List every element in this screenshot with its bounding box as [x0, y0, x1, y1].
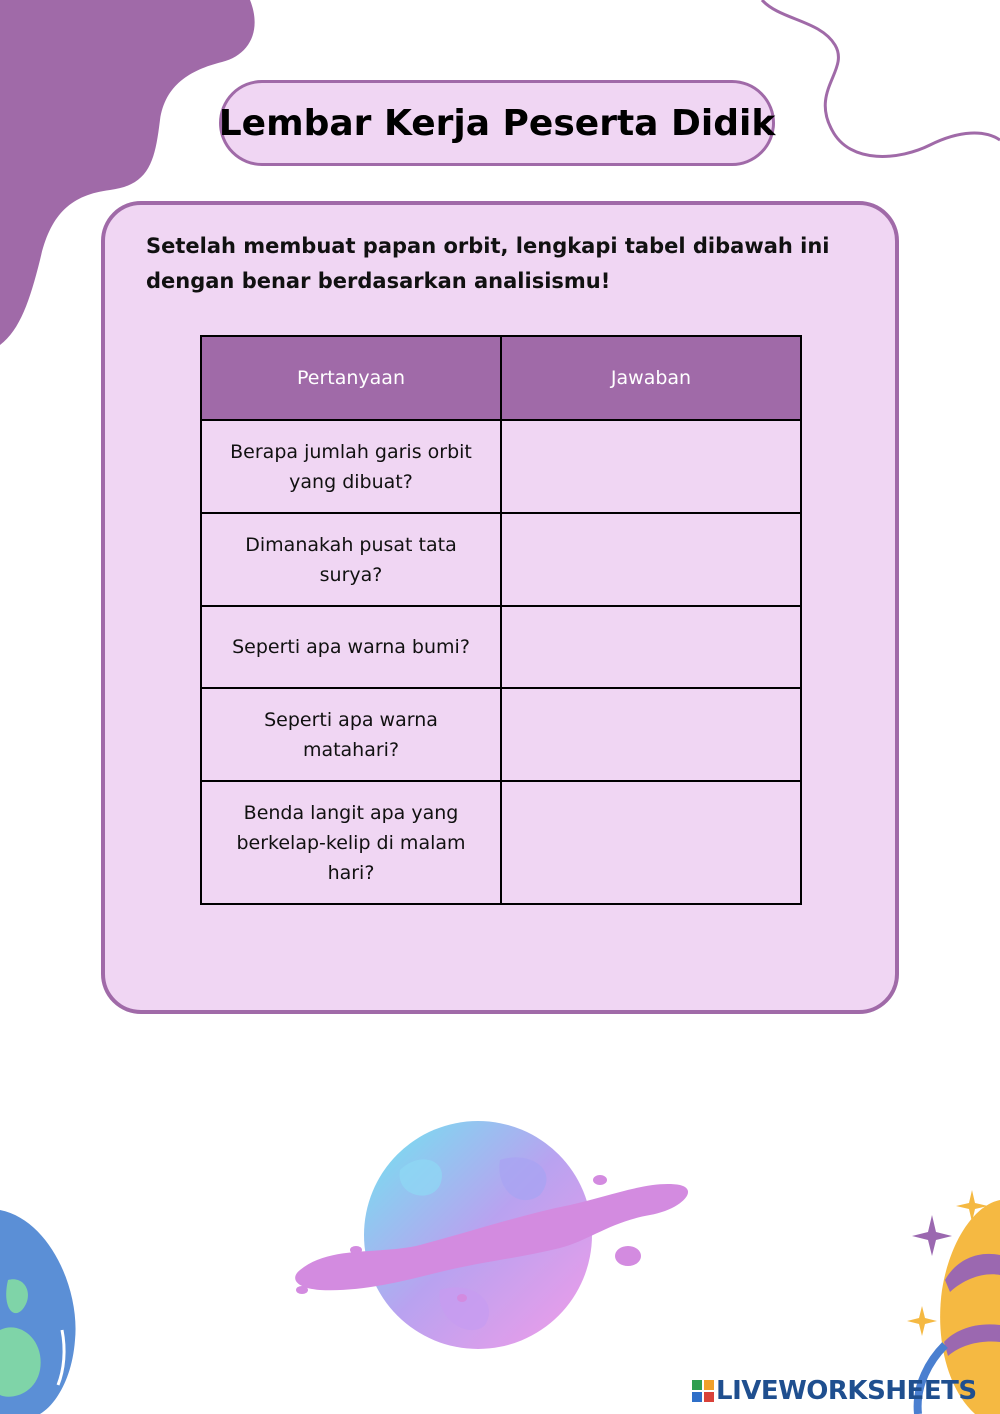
question-cell: Dimanakah pusat tata surya? — [201, 513, 501, 606]
answer-cell[interactable] — [501, 606, 801, 688]
page-title: Lembar Kerja Peserta Didik — [218, 102, 776, 144]
question-cell: Berapa jumlah garis orbit yang dibuat? — [201, 420, 501, 513]
table-row — [201, 420, 801, 513]
answer-cell[interactable] — [501, 420, 801, 513]
top-right-wave — [762, 0, 1000, 156]
column-header-question: Pertanyaan — [201, 336, 501, 420]
question-cell: Seperti apa warna matahari? — [201, 688, 501, 781]
instructions-line-2: dengan benar berdasarkan analisismu! — [146, 269, 611, 293]
table-row — [201, 606, 801, 688]
left-planet — [0, 1210, 76, 1414]
column-header-answer: Jawaban — [501, 336, 801, 420]
table-header-row — [201, 336, 801, 420]
liveworksheets-logo-text: LIVEWORKSHEETS — [716, 1376, 977, 1406]
answer-cell[interactable] — [501, 781, 801, 904]
ringed-planet — [295, 1121, 688, 1349]
question-table — [200, 335, 802, 905]
liveworksheets-logo[interactable] — [692, 1376, 977, 1406]
table-row — [201, 688, 801, 781]
liveworksheets-logo-icon — [692, 1380, 714, 1402]
instructions — [146, 229, 846, 299]
question-cell: Benda langit apa yang berkelap-kelip di malam hari? — [201, 781, 501, 904]
table-row — [201, 513, 801, 606]
title-banner — [219, 80, 775, 166]
instructions-line-1: Setelah membuat papan orbit, lengkapi tabel dibawah ini — [146, 234, 830, 258]
answer-cell[interactable] — [501, 688, 801, 781]
answer-cell[interactable] — [501, 513, 801, 606]
question-cell: Seperti apa warna bumi? — [201, 606, 501, 688]
table-row — [201, 781, 801, 904]
